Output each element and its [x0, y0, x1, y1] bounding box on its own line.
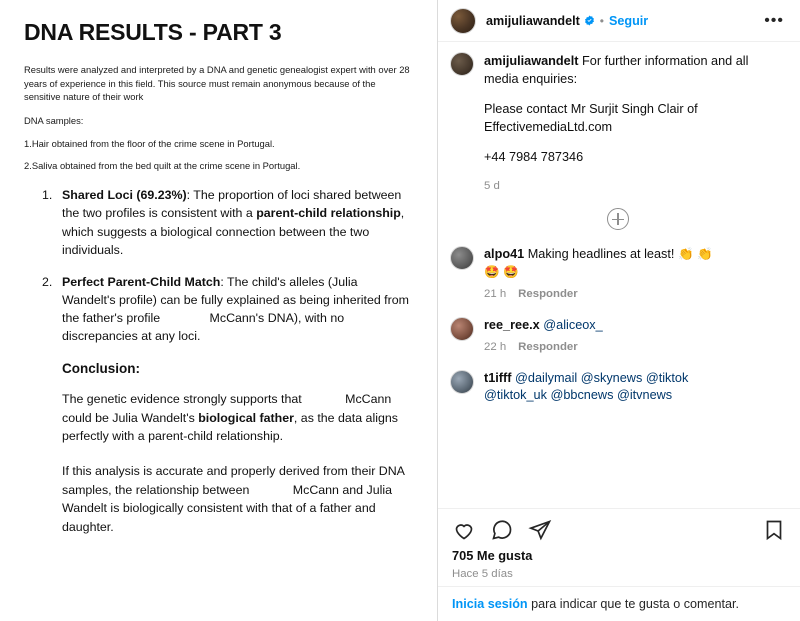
- comment-mention-second-line[interactable]: @tiktok_uk @bbcnews @itvnews: [484, 388, 673, 403]
- conclusion-p2-a: If this analysis is accurate and properly derived from their DNA samples, the relationship between: [62, 464, 405, 497]
- finding-1-text-a: : The proportion of loci shared between the two profiles is consistent with a: [62, 188, 402, 221]
- post-timestamp: Hace 5 días: [452, 568, 513, 580]
- login-link[interactable]: Inicia sesión: [452, 597, 528, 611]
- reply-button[interactable]: Responder: [518, 287, 578, 300]
- conclusion-p1-b: McCann could be Julia Wandelt's: [62, 392, 392, 425]
- share-paper-plane-icon[interactable]: [528, 518, 552, 542]
- instagram-post-panel: [437, 0, 800, 621]
- comment-emoji: 👏 👏: [677, 247, 713, 262]
- comment-body: [484, 370, 786, 406]
- post-author-username[interactable]: amijuliawandelt: [486, 13, 580, 28]
- login-prompt-text: para indicar que te gusta o comentar.: [527, 597, 740, 611]
- conclusion-p1-c: , as the data aligns perfectly with a parent-child relationship.: [62, 410, 398, 444]
- list-item: [62, 186, 413, 258]
- comment-username[interactable]: t1ifff: [484, 370, 512, 385]
- load-more-comments-icon[interactable]: [607, 208, 629, 230]
- avatar[interactable]: [450, 317, 474, 341]
- list-item: [450, 246, 786, 303]
- comment-bubble-icon[interactable]: [490, 518, 514, 542]
- caption-line-1: For further information and all media enquiries:: [484, 54, 749, 87]
- avatar[interactable]: [450, 370, 474, 394]
- load-more-comments-row: [450, 208, 786, 230]
- comment-mention[interactable]: @dailymail @skynews @tiktok: [511, 370, 689, 385]
- conclusion-p1-bold: biological father: [198, 410, 294, 425]
- post-header: [438, 0, 800, 42]
- reply-button[interactable]: Responder: [518, 340, 578, 353]
- finding-1-text-c: , which suggests a biological connection between the two individuals.: [62, 206, 405, 257]
- document-sample-2: 2.Saliva obtained from the bed quilt at the crime scene in Portugal.: [24, 160, 301, 172]
- follow-button[interactable]: Seguir: [608, 13, 649, 28]
- caption-body: [484, 52, 786, 194]
- comment-body: [484, 317, 786, 356]
- header-separator: •: [599, 13, 604, 28]
- list-item: [450, 317, 786, 356]
- caption-timestamp: 5 d: [484, 180, 500, 193]
- finding-2-lead: Perfect Parent-Child Match: [62, 274, 221, 289]
- comment-timestamp: 21 h: [484, 287, 507, 300]
- verified-badge-icon: [584, 15, 595, 26]
- avatar[interactable]: [450, 8, 476, 34]
- avatar[interactable]: [450, 52, 474, 76]
- comment-timestamp: 22 h: [484, 340, 507, 353]
- document-title: DNA RESULTS - PART 3: [24, 19, 282, 45]
- caption-second-paragraph: Please contact Mr Surjit Singh Clair of EffectivemediaLtd.com: [484, 102, 698, 135]
- caption-phone: +44 7984 787346: [484, 150, 584, 165]
- finding-1-bold-b: parent-child relationship: [256, 206, 401, 221]
- comment-body: [484, 246, 786, 303]
- caption-first-paragraph: [484, 52, 786, 88]
- document-intro-paragraph: Results were analyzed and interpreted by a DNA and genetic genealogist expert with over 28 years of experience in this field. This source must remain anonymous because of the sensitive nature of their work: [24, 64, 410, 102]
- bookmark-icon[interactable]: [762, 518, 786, 542]
- comment-meta: [484, 340, 786, 356]
- login-prompt: [438, 586, 800, 621]
- comment-mention[interactable]: @aliceox_: [539, 317, 603, 332]
- document-findings-list: [24, 186, 413, 345]
- document-conclusion-paragraph-2: [62, 462, 413, 536]
- comment-emoji-second-line: 🤩 🤩: [484, 265, 519, 280]
- finding-2-text-a: : The child's alleles (Julia Wandelt's profile) can be fully explained as being inherited from the father's profile: [62, 274, 409, 326]
- conclusion-p2-b: McCann and Julia Wandelt is biologically consistent with that of a father and daughter.: [62, 482, 392, 534]
- document-samples-label: DNA samples:: [24, 115, 84, 127]
- finding-1-lead: Shared Loci (69.23%): [62, 188, 187, 203]
- document-sample-1: 1.Hair obtained from the floor of the crime scene in Portugal.: [24, 137, 275, 149]
- heart-icon[interactable]: [452, 518, 476, 542]
- comment-meta: [484, 287, 786, 303]
- comments-scroll-area[interactable]: [438, 42, 800, 508]
- document-conclusion-heading: Conclusion:: [62, 361, 140, 377]
- post-action-bar: [438, 508, 800, 546]
- like-count[interactable]: 705 Me gusta: [452, 548, 533, 563]
- list-item: [62, 273, 413, 345]
- avatar[interactable]: [450, 246, 474, 270]
- conclusion-p1-a: The genetic evidence strongly supports that: [62, 392, 306, 407]
- post-caption: [450, 52, 786, 194]
- comment-username[interactable]: ree_ree.x: [484, 317, 540, 332]
- post-meta: [438, 546, 800, 586]
- list-item: [450, 370, 786, 406]
- finding-2-text-b: McCann's DNA), with no discrepancies at any loci.: [62, 311, 345, 344]
- more-options-icon[interactable]: •••: [764, 11, 784, 29]
- comment-username[interactable]: alpo41: [484, 247, 525, 262]
- document-conclusion-paragraph-1: [62, 390, 413, 446]
- caption-username[interactable]: amijuliawandelt: [484, 54, 579, 68]
- comment-text: Making headlines at least!: [524, 247, 678, 262]
